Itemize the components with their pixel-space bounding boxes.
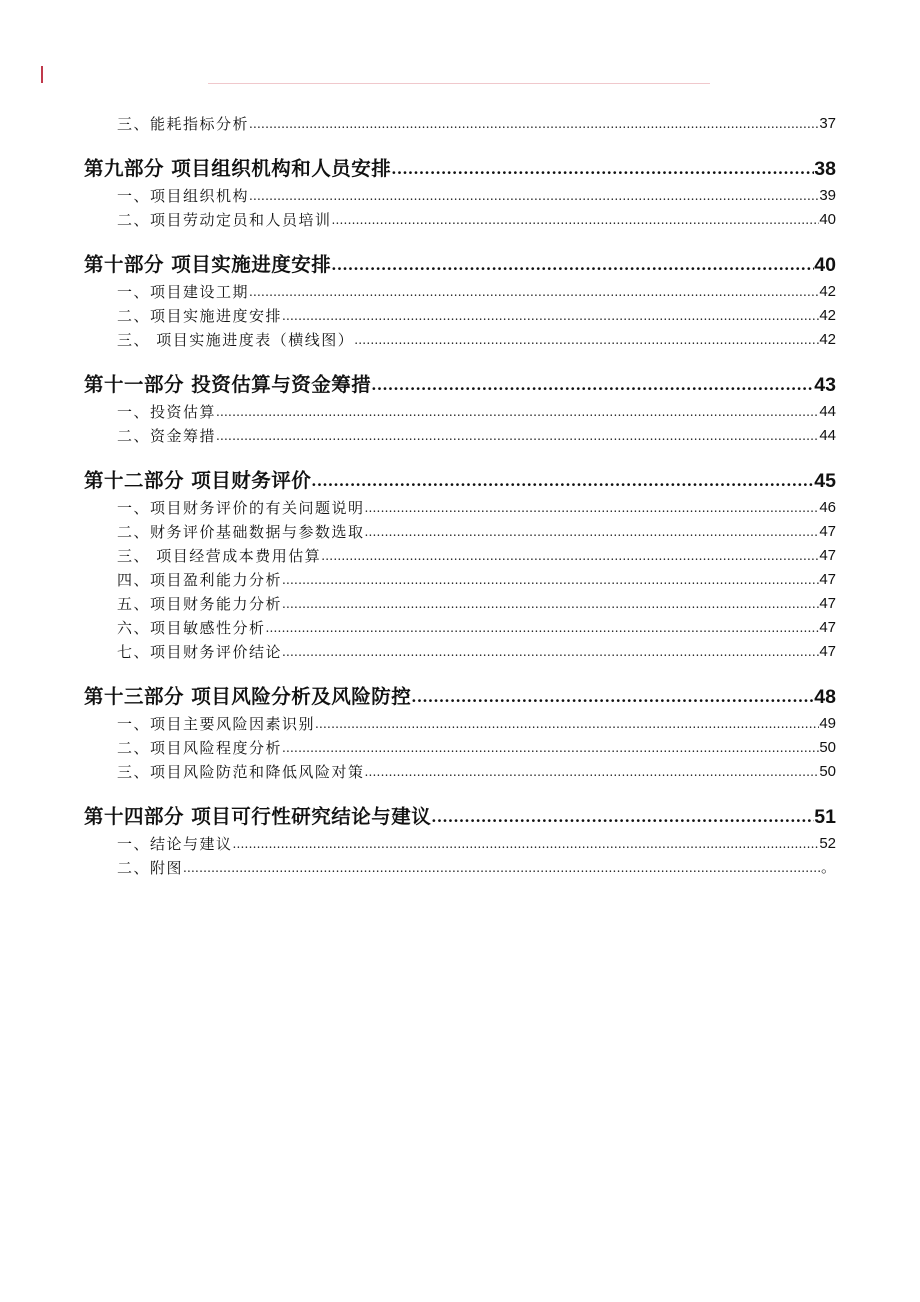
toc-entry-page-number: 47 [819,571,836,588]
toc-part-entry[interactable] [84,242,836,278]
toc-entry-page-number: 47 [819,619,836,636]
toc-section-entry[interactable] [84,112,836,136]
toc-entry-title: 第十三部分 项目风险分析及风险防控 [84,685,412,708]
toc-entry-page-number: 37 [819,115,836,132]
toc-entry-title: 一、结论与建议 [117,835,233,853]
toc-entry-page-number: 44 [819,427,836,444]
toc-dot-leader [354,328,819,352]
toc-entry-page-number: 40 [819,211,836,228]
toc-entry-title: 一、项目主要风险因素识别 [117,715,316,733]
toc-section-entry[interactable] [84,736,836,760]
toc-entry-title: 四、项目盈利能力分析 [117,571,283,589]
toc-entry-page-number: 46 [819,499,836,516]
toc-entry-title: 第十二部分 项目财务评价 [84,469,312,492]
toc-dot-leader [216,424,819,448]
toc-entry-page-number: 。 [820,859,836,876]
toc-entry-page-number: 50 [819,739,836,756]
toc-dot-leader [365,496,820,520]
toc-dot-leader [431,804,814,830]
toc-dot-leader [183,856,821,880]
header-rule [208,83,710,84]
toc-entry-title: 三、项目风险防范和降低风险对策 [117,763,365,781]
toc-part-entry[interactable] [84,674,836,710]
toc-entry-title: 一、项目财务评价的有关问题说明 [117,499,365,517]
toc-section-entry[interactable] [84,760,836,784]
toc-section-entry[interactable] [84,640,836,664]
toc-entry-title: 二、资金筹措 [117,427,217,445]
toc-entry-page-number: 47 [819,523,836,540]
toc-entry-title: 第九部分 项目组织机构和人员安排 [84,157,392,180]
toc-entry-page-number: 38 [814,158,836,180]
toc-dot-leader [311,468,814,494]
toc-dot-leader [282,592,819,616]
toc-section-entry[interactable] [84,304,836,328]
toc-entry-page-number: 47 [819,547,836,564]
toc-dot-leader [331,252,814,278]
toc-section-entry[interactable] [84,424,836,448]
toc-dot-leader [315,712,819,736]
toc-dot-leader [249,280,819,304]
toc-entry-page-number: 47 [819,595,836,612]
toc-entry-title: 二、附图 [117,859,184,877]
toc-entry-title: 三、能耗指标分析 [117,115,250,133]
toc-entry-page-number: 42 [819,331,836,348]
toc-entry-title: 五、项目财务能力分析 [117,595,283,613]
toc-dot-leader [282,568,819,592]
toc-entry-title: 二、项目实施进度安排 [117,307,283,325]
toc-section-entry[interactable] [84,184,836,208]
toc-dot-leader [371,372,814,398]
toc-entry-title: 第十部分 项目实施进度安排 [84,253,332,276]
toc-dot-leader [233,832,820,856]
toc-section-entry[interactable] [84,616,836,640]
toc-entry-page-number: 51 [814,806,836,828]
toc-entry-page-number: 42 [819,307,836,324]
toc-dot-leader [365,520,820,544]
toc-section-entry[interactable] [84,280,836,304]
toc-entry-page-number: 40 [814,254,836,276]
toc-entry-page-number: 48 [814,686,836,708]
toc-section-entry[interactable] [84,568,836,592]
toc-dot-leader [391,156,814,182]
toc-entry-title: 一、投资估算 [117,403,217,421]
toc-dot-leader [321,544,819,568]
toc-entry-title: 一、项目组织机构 [117,187,250,205]
toc-dot-leader [249,112,819,136]
toc-section-entry[interactable] [84,208,836,232]
toc-entry-page-number: 42 [819,283,836,300]
toc-entry-page-number: 47 [819,643,836,660]
toc-part-entry[interactable] [84,794,836,830]
toc-entry-page-number: 52 [819,835,836,852]
toc-entry-page-number: 50 [819,763,836,780]
toc-entry-page-number: 43 [814,374,836,396]
toc-dot-leader [249,184,819,208]
toc-section-entry[interactable] [84,520,836,544]
toc-part-entry[interactable] [84,362,836,398]
toc-dot-leader [411,684,814,710]
toc-dot-leader [266,616,820,640]
toc-section-entry[interactable] [84,856,836,880]
toc-entry-title: 三、 项目经营成本费用估算 [117,547,322,565]
toc-entry-title: 第十四部分 项目可行性研究结论与建议 [84,805,432,828]
toc-entry-title: 一、项目建设工期 [117,283,250,301]
toc-dot-leader [216,400,819,424]
toc-section-entry[interactable] [84,496,836,520]
toc-entry-page-number: 45 [814,470,836,492]
toc-section-entry[interactable] [84,712,836,736]
toc-entry-page-number: 44 [819,403,836,420]
toc-dot-leader [332,208,820,232]
toc-section-entry[interactable] [84,544,836,568]
toc-entry-title: 二、项目劳动定员和人员培训 [117,211,332,229]
toc-dot-leader [282,640,819,664]
toc-section-entry[interactable] [84,328,836,352]
toc-entry-page-number: 39 [819,187,836,204]
toc-entry-page-number: 49 [819,715,836,732]
header-margin-mark [41,66,43,83]
table-of-contents [84,112,836,880]
toc-entry-title: 二、财务评价基础数据与参数选取 [117,523,365,541]
toc-entry-title: 七、项目财务评价结论 [117,643,283,661]
toc-part-entry[interactable] [84,458,836,494]
toc-dot-leader [282,736,819,760]
toc-part-entry[interactable] [84,146,836,182]
toc-section-entry[interactable] [84,400,836,424]
toc-section-entry[interactable] [84,592,836,616]
toc-section-entry[interactable] [84,832,836,856]
toc-entry-title: 二、项目风险程度分析 [117,739,283,757]
toc-dot-leader [365,760,820,784]
toc-dot-leader [282,304,819,328]
toc-entry-title: 第十一部分 投资估算与资金筹措 [84,373,372,396]
toc-entry-title: 三、 项目实施进度表（横线图） [117,331,355,349]
toc-entry-title: 六、项目敏感性分析 [117,619,266,637]
